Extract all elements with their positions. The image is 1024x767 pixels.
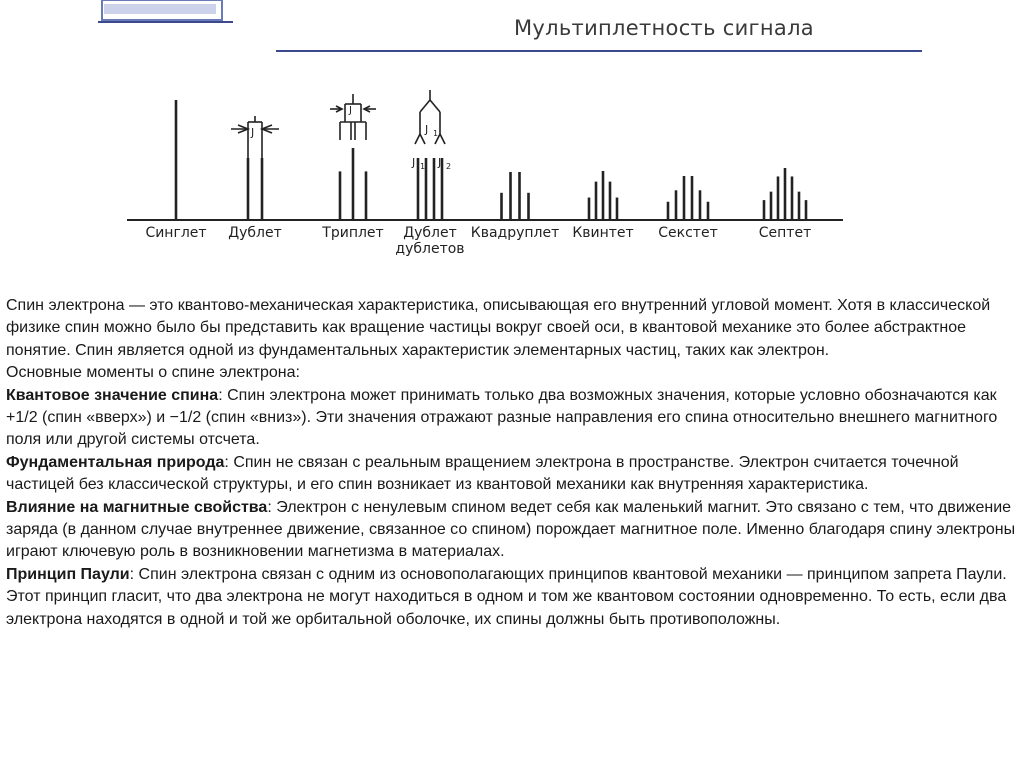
point-term: Принцип Паули: [6, 565, 130, 583]
triplet-splitting-annotation: [330, 94, 376, 140]
multiplet-label: Синглет: [145, 225, 207, 241]
point-quantum-value: [6, 385, 1018, 452]
intro-paragraph: Спин электрона — это квантово-механическая характеристика, описывающая его внутренний угловой момент. Хотя в классической физике спин можно было бы представить как вращение частицы вокруг своей оси, в квантовой механике это более абстрактное понятие. Спин является одной из фундаментальных характеристик элементарных частиц, таких как электрон.: [6, 297, 991, 359]
dd-j1-lower-label: J: [412, 156, 416, 169]
multiplet-label: Триплет: [322, 225, 384, 241]
point-term: Фундаментальная природа: [6, 453, 225, 471]
point-text: : Спин электрона может принимать только два возможных значения, которые условно обозначаются как +1/2 (спин «вверх») и −1/2 (спин «вниз»). Эти значения отражают разные направления его спина относительно внешнего магнитного поля или другой системы отсчета.: [6, 386, 998, 449]
multiplet-diagram: [0, 60, 1024, 270]
title-divider: [276, 50, 922, 52]
multiplet-label: Квадруплет: [470, 225, 560, 241]
multiplet-label: Дублет: [228, 225, 282, 241]
multiplet-label: Квинтет: [572, 225, 634, 241]
article-body: [6, 295, 1018, 631]
lead-paragraph: Основные моменты о спине электрона:: [6, 364, 300, 382]
point-magnetic-properties: [6, 497, 1018, 564]
point-text: : Электрон с ненулевым спином ведет себя как маленький магнит. Это связано с тем, что движение заряда (в данном случае внутреннее движение, связанное со спином) порождает магнитное поле. Именно благодаря спину электроны играют ключевую роль в возникновении магнетизма в материалах.: [6, 498, 1016, 561]
multiplet-label: Септет: [758, 225, 812, 241]
multiplet-label: дублетов: [395, 241, 465, 257]
point-fundamental-nature: [6, 452, 1018, 497]
multiplet-label: Дублет: [403, 225, 457, 241]
dd-splitting-annotation: [415, 90, 445, 144]
multiplet-lines: [176, 100, 806, 220]
page-title: Мультиплетность сигнала: [514, 16, 814, 40]
point-pauli-principle: [6, 564, 1018, 631]
doublet-splitting-annotation: [231, 116, 279, 158]
point-term: Влияние на магнитные свойства: [6, 498, 268, 516]
dd-j1-label: J: [425, 123, 429, 136]
multiplet-label: Секстет: [658, 225, 718, 241]
multiplet-labels: [145, 225, 811, 257]
dd-j1-subscript: 1: [433, 129, 439, 138]
logo-icon: [98, 0, 244, 30]
triplet-j-label: J: [349, 105, 352, 116]
point-text: : Спин не связан с реальным вращением электрона в пространстве. Электрон считается точечной частицей без классической структуры, и его спин возникает из квантовой механики как внутренняя характеристика.: [6, 453, 959, 494]
point-text: : Спин электрона связан с одним из основополагающих принципов квантовой механики — принципом запрета Паули. Этот принцип гласит, что два электрона не могут находиться в одном и том же квантовом состоянии одновременно. То есть, если два электрона находятся в одной и той же орбитальной оболочке, их спины должны быть противоположны.: [6, 565, 1007, 628]
doublet-j-label: J: [251, 126, 255, 139]
point-term: Квантовое значение спина: [6, 386, 219, 404]
dd-j2-label: J: [438, 156, 442, 169]
dd-j1-lower-subscript: 1: [420, 162, 426, 171]
dd-j2-subscript: 2: [446, 162, 452, 171]
